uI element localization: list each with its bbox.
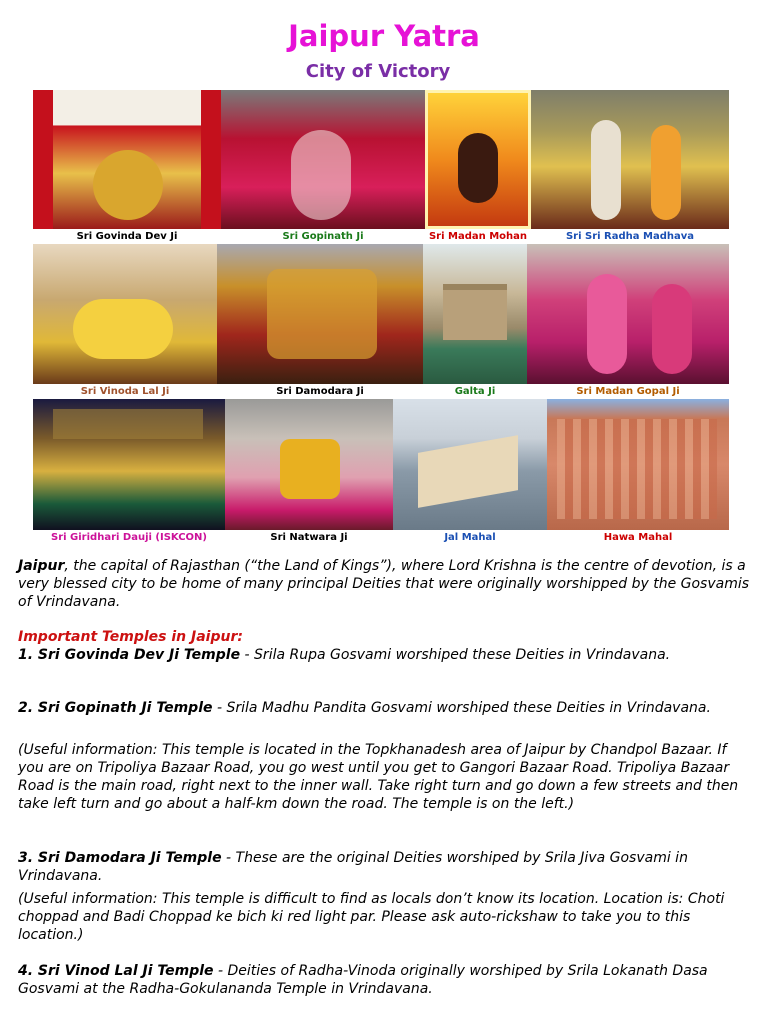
photo-caption: Sri Vinoda Lal Ji bbox=[33, 384, 217, 399]
temple-desc: - These are the original Deities worshiped by Srila Jiva Gosvami in Vrindavana. bbox=[18, 850, 688, 884]
deity-photo bbox=[531, 90, 729, 229]
deity-photo bbox=[225, 399, 393, 530]
palace-photo bbox=[393, 399, 547, 530]
deity-photo bbox=[527, 244, 729, 384]
temple-photo bbox=[423, 244, 527, 384]
deity-photo bbox=[33, 90, 221, 229]
temple-item-1 bbox=[18, 646, 750, 664]
photo-caption: Sri Sri Radha Madhava bbox=[531, 229, 729, 244]
photo-caption: Sri Madan Mohan bbox=[425, 229, 531, 244]
photo-caption: Jal Mahal bbox=[393, 530, 547, 545]
photo-tile bbox=[531, 90, 729, 244]
page-title: Jaipur Yatra bbox=[288, 19, 480, 53]
temple-info-2: (Useful information: This temple is located in the Topkhanadesh area of Jaipur by Chandpol Bazaar. If you are on Tripoliya Bazaar Road, you go west until you get to Gangori Bazaar Road. Tripoliya Bazaar Road is the main road, right next to the inner wall. Take right turn and go down a few streets and then take left turn and go about a half-km down the road. The temple is on the left.) bbox=[18, 742, 739, 812]
temple-desc: - Srila Rupa Gosvami worshiped these Deities in Vrindavana. bbox=[240, 647, 671, 663]
intro-city: Jaipur bbox=[18, 558, 65, 574]
photo-caption: Sri Giridhari Dauji (ISKCON) bbox=[33, 530, 225, 545]
photo-tile bbox=[423, 244, 527, 399]
temple-info-3: (Useful information: This temple is difficult to find as locals don’t know its location. Location is: Choti choppad and Badi Choppad ke bich ki red light par. Please ask auto-rickshaw to take you to this location.) bbox=[18, 891, 725, 943]
photo-tile bbox=[547, 399, 729, 545]
temple-desc: - Srila Madhu Pandita Gosvami worshiped these Deities in Vrindavana. bbox=[212, 700, 711, 716]
temple-item-2 bbox=[18, 699, 750, 717]
temple-title: 3. Sri Damodara Ji Temple bbox=[18, 850, 222, 866]
photo-caption: Sri Govinda Dev Ji bbox=[33, 229, 221, 244]
photo-tile bbox=[527, 244, 729, 399]
photo-caption: Sri Damodara Ji bbox=[217, 384, 423, 399]
deity-photo bbox=[221, 90, 425, 229]
photo-tile bbox=[425, 90, 531, 244]
photo-tile bbox=[33, 90, 221, 244]
intro-text: , the capital of Rajasthan (“the Land of Kings”), where Lord Krishna is the centre of devotion, is a very blessed city to be home of many principal Deities that were originally worshipped by the Gosvamis of Vrindavana. bbox=[18, 558, 750, 610]
deity-photo bbox=[33, 399, 225, 530]
photo-row-3 bbox=[33, 399, 729, 545]
photo-caption: Galta Ji bbox=[423, 384, 527, 399]
photo-tile bbox=[393, 399, 547, 545]
palace-photo bbox=[547, 399, 729, 530]
temple-title: 2. Sri Gopinath Ji Temple bbox=[18, 700, 213, 716]
photo-tile bbox=[225, 399, 393, 545]
temple-desc: - Deities of Radha-Vinoda originally worshiped by Srila Lokanath Dasa Gosvami at the Radha-Gokulananda Temple in Vrindavana. bbox=[18, 963, 708, 997]
temples-heading: Important Temples in Jaipur: bbox=[18, 629, 243, 645]
temple-item-4 bbox=[18, 962, 750, 998]
photo-caption: Hawa Mahal bbox=[547, 530, 729, 545]
intro-paragraph bbox=[18, 557, 750, 611]
photo-tile bbox=[217, 244, 423, 399]
photo-caption: Sri Gopinath Ji bbox=[221, 229, 425, 244]
photo-tile bbox=[221, 90, 425, 244]
page-subtitle: City of Victory bbox=[305, 61, 451, 82]
photo-row-2 bbox=[33, 244, 729, 399]
deity-photo bbox=[33, 244, 217, 384]
deity-photo bbox=[425, 90, 531, 229]
photo-caption: Sri Natwara Ji bbox=[225, 530, 393, 545]
temple-title: 1. Sri Govinda Dev Ji Temple bbox=[18, 647, 241, 663]
photo-caption: Sri Madan Gopal Ji bbox=[527, 384, 729, 399]
photo-tile bbox=[33, 399, 225, 545]
photo-row-1 bbox=[33, 90, 729, 244]
deity-photo bbox=[217, 244, 423, 384]
temple-item-3 bbox=[18, 849, 750, 885]
photo-tile bbox=[33, 244, 217, 399]
temple-title: 4. Sri Vinod Lal Ji Temple bbox=[18, 963, 214, 979]
